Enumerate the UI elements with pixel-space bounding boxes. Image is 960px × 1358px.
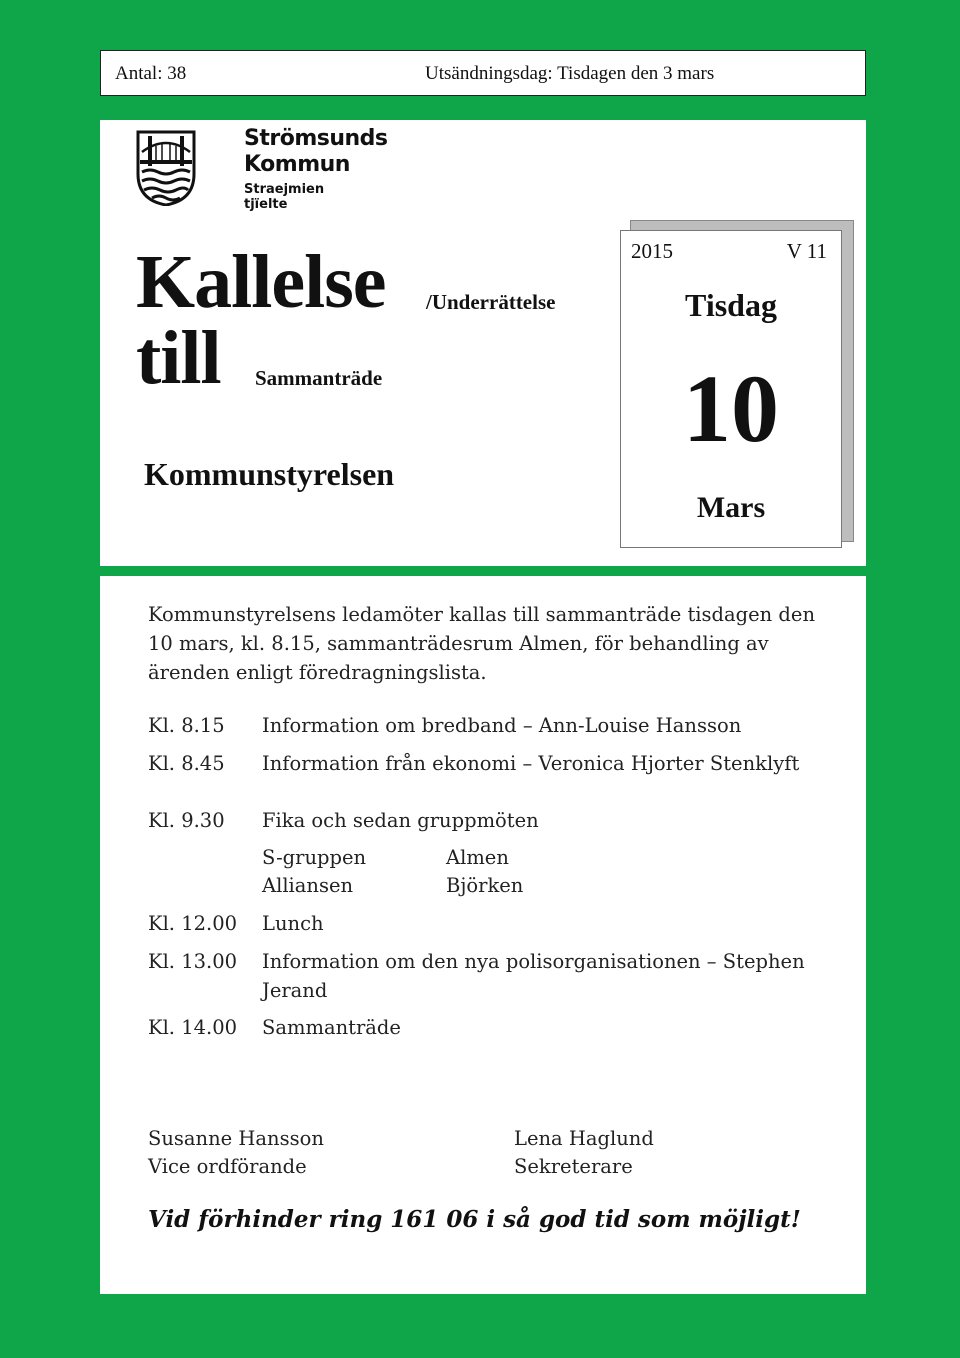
absence-notice: Vid förhinder ring 161 06 i så god tid som möjligt! (148, 1206, 801, 1233)
signatory-name: Susanne Hansson (148, 1127, 324, 1150)
agenda-item: Lunch (262, 912, 324, 935)
agenda-time: Kl. 8.15 (148, 714, 225, 737)
group-name: S-gruppen (262, 846, 367, 869)
copies-count: Antal: 38 (115, 63, 187, 84)
agenda-time: Kl. 9.30 (148, 809, 225, 832)
agenda-item: Information om bredband – Ann-Louise Hansson (262, 714, 742, 737)
agenda-time: Kl. 13.00 (148, 950, 238, 973)
calendar-card (620, 230, 842, 548)
logo-sami-name: Straejmien tjïelte (244, 182, 325, 212)
title-kallelse: Kallelse (136, 240, 386, 324)
calendar-weekday: Tisdag (685, 287, 777, 323)
group-name: Alliansen (262, 874, 354, 897)
signatory-name: Lena Haglund (514, 1127, 654, 1150)
title-till: till (136, 316, 221, 400)
signatory-role: Vice ordförande (148, 1155, 307, 1178)
agenda-time: Kl. 8.45 (148, 752, 225, 775)
calendar-month: Mars (696, 491, 766, 524)
logo-name-line1: Strömsunds (244, 126, 388, 151)
agenda-item: Fika och sedan gruppmöten (262, 809, 539, 832)
title-sammantrade: Sammanträde (255, 366, 383, 390)
distribution-bar (100, 50, 866, 96)
title-underrattelse: /Underrättelse (426, 290, 556, 314)
group-room: Almen (446, 846, 509, 869)
calendar-week: V 11 (786, 239, 827, 263)
agenda-item: Sammanträde (262, 1016, 401, 1039)
signatory-role: Sekreterare (514, 1155, 633, 1178)
agenda-time: Kl. 14.00 (148, 1016, 238, 1039)
agenda-time: Kl. 12.00 (148, 912, 238, 935)
calendar-day-number: 10 (683, 355, 779, 462)
bridge-emblem-icon (136, 130, 196, 206)
committee-name: Kommunstyrelsen (144, 456, 395, 492)
agenda-item: Information om den nya polisorganisationen – Stephen Jerand (262, 950, 805, 1002)
body-panel (100, 576, 866, 1294)
agenda-item: Information från ekonomi – Veronica Hjorter Stenklyft (262, 752, 800, 775)
municipality-logo (136, 126, 388, 212)
header-panel (100, 120, 866, 566)
group-room: Björken (446, 874, 524, 897)
calendar-year: 2015 (631, 239, 673, 263)
dispatch-date: Utsändningsdag: Tisdagen den 3 mars (425, 63, 715, 84)
intro-paragraph: Kommunstyrelsens ledamöter kallas till sammanträde tisdagen den 10 mars, kl. 8.15, sammanträdesrum Almen, för behandling av ärenden enligt föredragningslista. (148, 603, 816, 684)
logo-name-line2: Kommun (244, 152, 350, 177)
